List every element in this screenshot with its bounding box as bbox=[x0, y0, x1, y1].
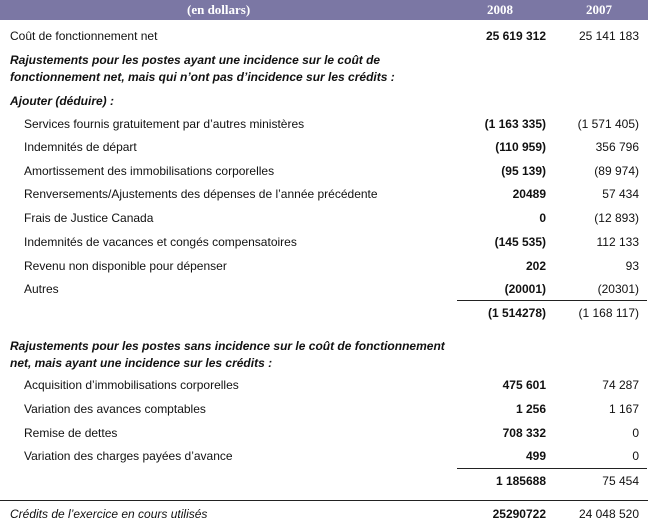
table-row bbox=[0, 185, 648, 203]
table-row bbox=[0, 233, 648, 251]
row-label: Revenu non disponible pour dépenser bbox=[24, 259, 227, 273]
table-row bbox=[0, 257, 648, 275]
total-rule bbox=[0, 500, 648, 501]
row-label: Remise de dettes bbox=[24, 426, 118, 440]
row-2008: (95 139) bbox=[501, 164, 546, 178]
net-cost-label: Coût de fonctionnement net bbox=[10, 29, 158, 43]
row-label: Indemnités de vacances et congés compensatoires bbox=[24, 235, 297, 249]
section1-subtitle: Ajouter (déduire) : bbox=[10, 94, 114, 108]
row-2008: 202 bbox=[525, 259, 546, 273]
table-row bbox=[0, 280, 648, 298]
row-2007: (89 974) bbox=[594, 164, 639, 178]
credits-row bbox=[0, 505, 648, 523]
table-row bbox=[0, 424, 648, 442]
table-header bbox=[0, 0, 648, 20]
table-row bbox=[0, 400, 648, 418]
row-2007: (1 571 405) bbox=[577, 117, 639, 131]
row-2008: 475 601 bbox=[502, 378, 546, 392]
row-2008: 20489 bbox=[512, 187, 546, 201]
row-label: Renversements/Ajustements des dépenses de l’année précédente bbox=[24, 187, 378, 201]
section2-total-row bbox=[0, 472, 648, 490]
row-2007: (12 893) bbox=[594, 211, 639, 225]
credits-label: Crédits de l’exercice en cours utilisés bbox=[10, 507, 208, 521]
row-2007: 93 bbox=[625, 259, 639, 273]
row-2008: 499 bbox=[525, 449, 546, 463]
row-2007: 112 133 bbox=[596, 235, 639, 249]
row-label: Variation des charges payées d’avance bbox=[24, 449, 233, 463]
subtotal-rule bbox=[457, 300, 647, 301]
row-2008: 708 332 bbox=[502, 426, 546, 440]
table-row bbox=[0, 162, 648, 180]
units-header: (en dollars) bbox=[187, 2, 251, 17]
row-label: Services fournis gratuitement par d’autres ministères bbox=[24, 117, 305, 131]
table-row bbox=[0, 209, 648, 227]
table-row bbox=[0, 115, 648, 133]
credits-2007: 24 048 520 bbox=[578, 507, 639, 521]
row-2007: 74 287 bbox=[602, 378, 639, 392]
row-2008: (1 163 335) bbox=[484, 117, 546, 131]
section1-title: Rajustements pour les postes ayant une incidence sur le coût de fonctionnement net, mais qui n’ont pas d’incidence sur les crédits : bbox=[10, 53, 395, 84]
row-2008: (145 535) bbox=[494, 235, 546, 249]
row-2007: 356 796 bbox=[595, 140, 639, 154]
section2-title: Rajustements pour les postes sans incidence sur le coût de fonctionnement net, mais ayant une incidence sur les crédits : bbox=[10, 339, 445, 370]
section1-total-2008: (1 514278) bbox=[487, 306, 546, 320]
row-label: Indemnités de départ bbox=[24, 140, 137, 154]
row-label: Acquisition d’immobilisations corporelles bbox=[24, 378, 239, 392]
row-2007: (20301) bbox=[597, 282, 639, 296]
net-cost-2007: 25 141 183 bbox=[578, 29, 639, 43]
row-2008: (110 959) bbox=[495, 140, 546, 154]
row-2007: 57 434 bbox=[602, 187, 639, 201]
row-2007: 0 bbox=[632, 426, 639, 440]
section1-total-2007: (1 168 117) bbox=[578, 306, 639, 320]
year-2008-header: 2008 bbox=[487, 2, 513, 17]
row-label: Amortissement des immobilisations corporelles bbox=[24, 164, 275, 178]
section2-total-2008: 1 185688 bbox=[495, 474, 546, 488]
table-row bbox=[0, 138, 648, 156]
table-row bbox=[0, 447, 648, 465]
row-label: Autres bbox=[24, 282, 59, 296]
section1-total-row bbox=[0, 304, 648, 322]
subtotal-rule bbox=[457, 468, 647, 469]
row-label: Variation des avances comptables bbox=[24, 402, 206, 416]
year-2007-header: 2007 bbox=[586, 2, 612, 17]
row-2008: 1 256 bbox=[515, 402, 546, 416]
credits-2008: 25290722 bbox=[492, 507, 546, 521]
row-2008: (20001) bbox=[504, 282, 546, 296]
row-2007: 1 167 bbox=[608, 402, 639, 416]
row-2007: 0 bbox=[632, 449, 639, 463]
net-cost-row bbox=[0, 27, 648, 45]
row-label: Frais de Justice Canada bbox=[24, 211, 154, 225]
section2-total-2007: 75 454 bbox=[602, 474, 639, 488]
row-2008: 0 bbox=[539, 211, 546, 225]
table-row bbox=[0, 376, 648, 394]
net-cost-2008: 25 619 312 bbox=[485, 29, 546, 43]
